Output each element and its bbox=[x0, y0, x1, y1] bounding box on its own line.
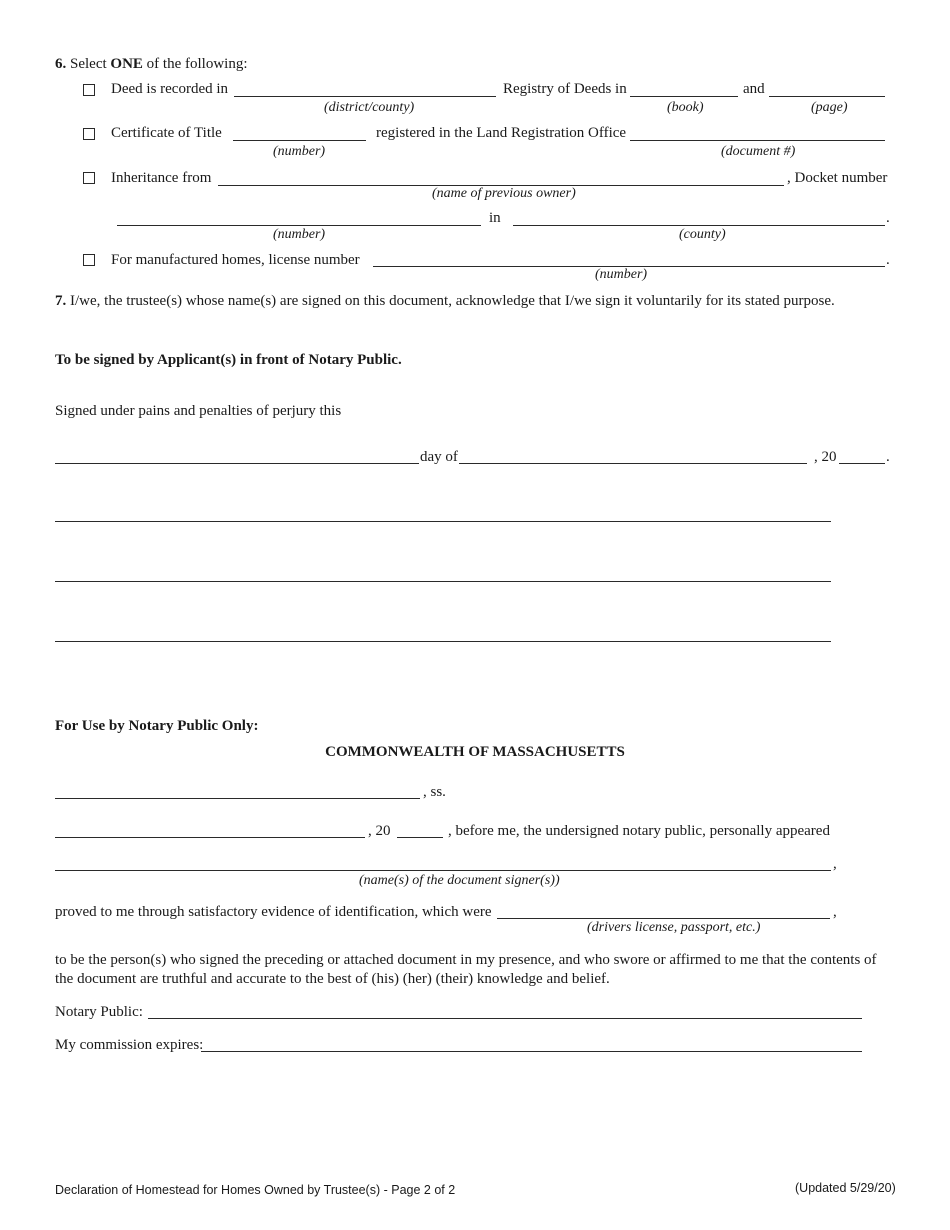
notary-heading: For Use by Notary Public Only: bbox=[55, 718, 259, 734]
identification-comma: , bbox=[833, 904, 837, 920]
deed-checkbox[interactable] bbox=[83, 84, 95, 96]
caption-county: (county) bbox=[679, 227, 726, 242]
year-field[interactable] bbox=[839, 463, 885, 464]
caption-document-number: (document #) bbox=[721, 144, 796, 159]
applicant-heading: To be signed by Applicant(s) in front of Notary Public. bbox=[55, 352, 402, 368]
deed-registry-label: Registry of Deeds in bbox=[503, 81, 627, 97]
caption-identification: (drivers license, passport, etc.) bbox=[587, 920, 761, 935]
before-me-text: , before me, the undersigned notary public, personally appeared bbox=[448, 823, 830, 839]
notary-date-field[interactable] bbox=[55, 837, 365, 838]
caption-previous-owner: (name of previous owner) bbox=[432, 186, 576, 201]
applicant-signature-line-2[interactable] bbox=[55, 581, 831, 582]
caption-certificate-number: (number) bbox=[273, 144, 326, 159]
year-prefix: , 20 bbox=[814, 449, 837, 465]
applicant-signature-line-3[interactable] bbox=[55, 641, 831, 642]
day-field[interactable] bbox=[55, 463, 419, 464]
select-prefix: Select bbox=[70, 56, 107, 72]
caption-signers: (name(s) of the document signer(s)) bbox=[359, 873, 560, 888]
certificate-number-field[interactable] bbox=[233, 140, 366, 141]
notary-year-prefix: , 20 bbox=[368, 823, 391, 839]
certificate-label: Certificate of Title bbox=[111, 125, 222, 141]
section-6-heading bbox=[55, 57, 248, 72]
footer-updated: (Updated 5/29/20) bbox=[795, 1181, 896, 1195]
applicant-signature-line-1[interactable] bbox=[55, 521, 831, 522]
proved-text: proved to me through satisfactory evidence of identification, which were bbox=[55, 904, 492, 920]
inheritance-checkbox[interactable] bbox=[83, 172, 95, 184]
notary-year-field[interactable] bbox=[397, 837, 443, 838]
deed-book-field[interactable] bbox=[630, 96, 738, 97]
caption-district-county: (district/county) bbox=[324, 100, 415, 115]
footer-title: Declaration of Homestead for Homes Owned by Trustee(s) - Page 2 of 2 bbox=[55, 1183, 456, 1197]
commission-label: My commission expires: bbox=[55, 1037, 204, 1053]
section-7-number: 7. bbox=[55, 293, 67, 309]
docket-label: , Docket number bbox=[787, 170, 888, 186]
caption-docket-number: (number) bbox=[273, 227, 326, 242]
caption-book: (book) bbox=[667, 100, 704, 115]
certificate-registered-label: registered in the Land Registration Office bbox=[376, 125, 627, 141]
select-one: ONE bbox=[110, 56, 143, 72]
county-field[interactable] bbox=[513, 225, 885, 226]
commission-expires-field[interactable] bbox=[201, 1051, 862, 1052]
manufactured-label: For manufactured homes, license number bbox=[111, 252, 360, 268]
signer-names-field[interactable] bbox=[55, 870, 831, 871]
signer-comma: , bbox=[833, 856, 837, 872]
caption-license-number: (number) bbox=[595, 267, 648, 282]
date-period: . bbox=[886, 449, 890, 465]
perjury-statement: Signed under pains and penalties of perjury this bbox=[55, 403, 342, 419]
manufactured-checkbox[interactable] bbox=[83, 254, 95, 266]
inheritance-label: Inheritance from bbox=[111, 170, 212, 186]
certificate-checkbox[interactable] bbox=[83, 128, 95, 140]
deed-page-field[interactable] bbox=[769, 96, 885, 97]
deed-district-field[interactable] bbox=[234, 96, 496, 97]
inheritance-period: . bbox=[886, 210, 890, 226]
section-7-text: I/we, the trustee(s) whose name(s) are signed on this document, acknowledge that I/we sign it voluntarily for its stated purpose. bbox=[70, 293, 835, 309]
day-of-label: day of bbox=[420, 449, 458, 465]
caption-page: (page) bbox=[811, 100, 848, 115]
deed-and-label: and bbox=[743, 81, 765, 97]
select-suffix: of the following: bbox=[146, 56, 248, 72]
notary-paragraph-line-1: to be the person(s) who signed the preceding or attached document in my presence, and who swore or affirmed to me that the contents of bbox=[55, 952, 877, 968]
month-field[interactable] bbox=[459, 463, 807, 464]
docket-number-field[interactable] bbox=[117, 225, 481, 226]
identification-field[interactable] bbox=[497, 918, 830, 919]
manufactured-period: . bbox=[886, 252, 890, 268]
notary-public-label: Notary Public: bbox=[55, 1004, 143, 1020]
certificate-document-field[interactable] bbox=[630, 140, 885, 141]
in-label: in bbox=[489, 210, 501, 226]
county-ss-field[interactable] bbox=[55, 798, 420, 799]
notary-paragraph-line-2: the document are truthful and accurate to the best of (his) (her) (their) knowledge and belief. bbox=[55, 971, 610, 987]
ss-label: , ss. bbox=[423, 784, 446, 800]
commonwealth-title: COMMONWEALTH OF MASSACHUSETTS bbox=[325, 744, 625, 760]
notary-public-field[interactable] bbox=[148, 1018, 862, 1019]
section-6-number: 6. bbox=[55, 56, 67, 72]
deed-label: Deed is recorded in bbox=[111, 81, 229, 97]
section-7 bbox=[55, 294, 835, 309]
